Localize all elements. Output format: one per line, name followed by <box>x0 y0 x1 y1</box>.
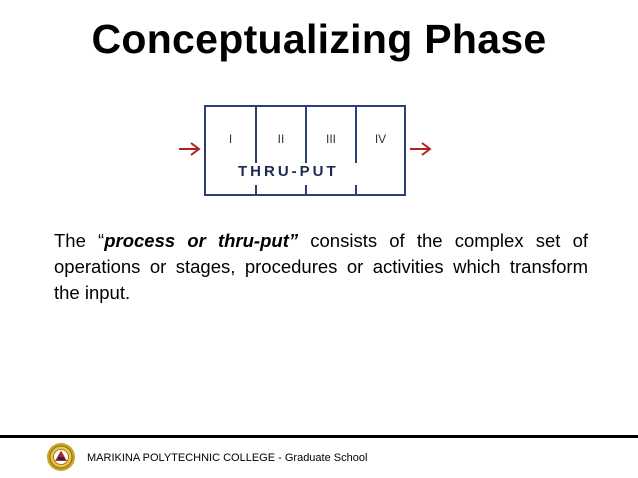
footer-school: - Graduate School <box>275 452 368 464</box>
description-emphasis: process or thru-put” <box>104 230 299 251</box>
thruput-label: THRU-PUT <box>238 163 362 185</box>
output-arrow-icon <box>409 141 433 157</box>
college-seal-icon <box>46 442 76 472</box>
stage-label: II <box>277 132 285 146</box>
footer-divider <box>0 435 638 438</box>
description-prefix: The “ <box>54 230 105 251</box>
stage-label: IV <box>374 132 387 146</box>
footer-text <box>87 452 367 464</box>
slide-title: Conceptualizing Phase <box>91 16 547 62</box>
stage-box <box>357 107 404 194</box>
stage-label: I <box>228 132 233 146</box>
stage-label: III <box>325 132 336 146</box>
process-description <box>54 228 588 306</box>
footer-institution: MARIKINA POLYTECHNIC COLLEGE <box>87 452 276 464</box>
description-body: consists of the complex set of operations or stages, procedures or activities which transform the input. <box>54 230 589 303</box>
input-arrow-icon <box>178 141 202 157</box>
